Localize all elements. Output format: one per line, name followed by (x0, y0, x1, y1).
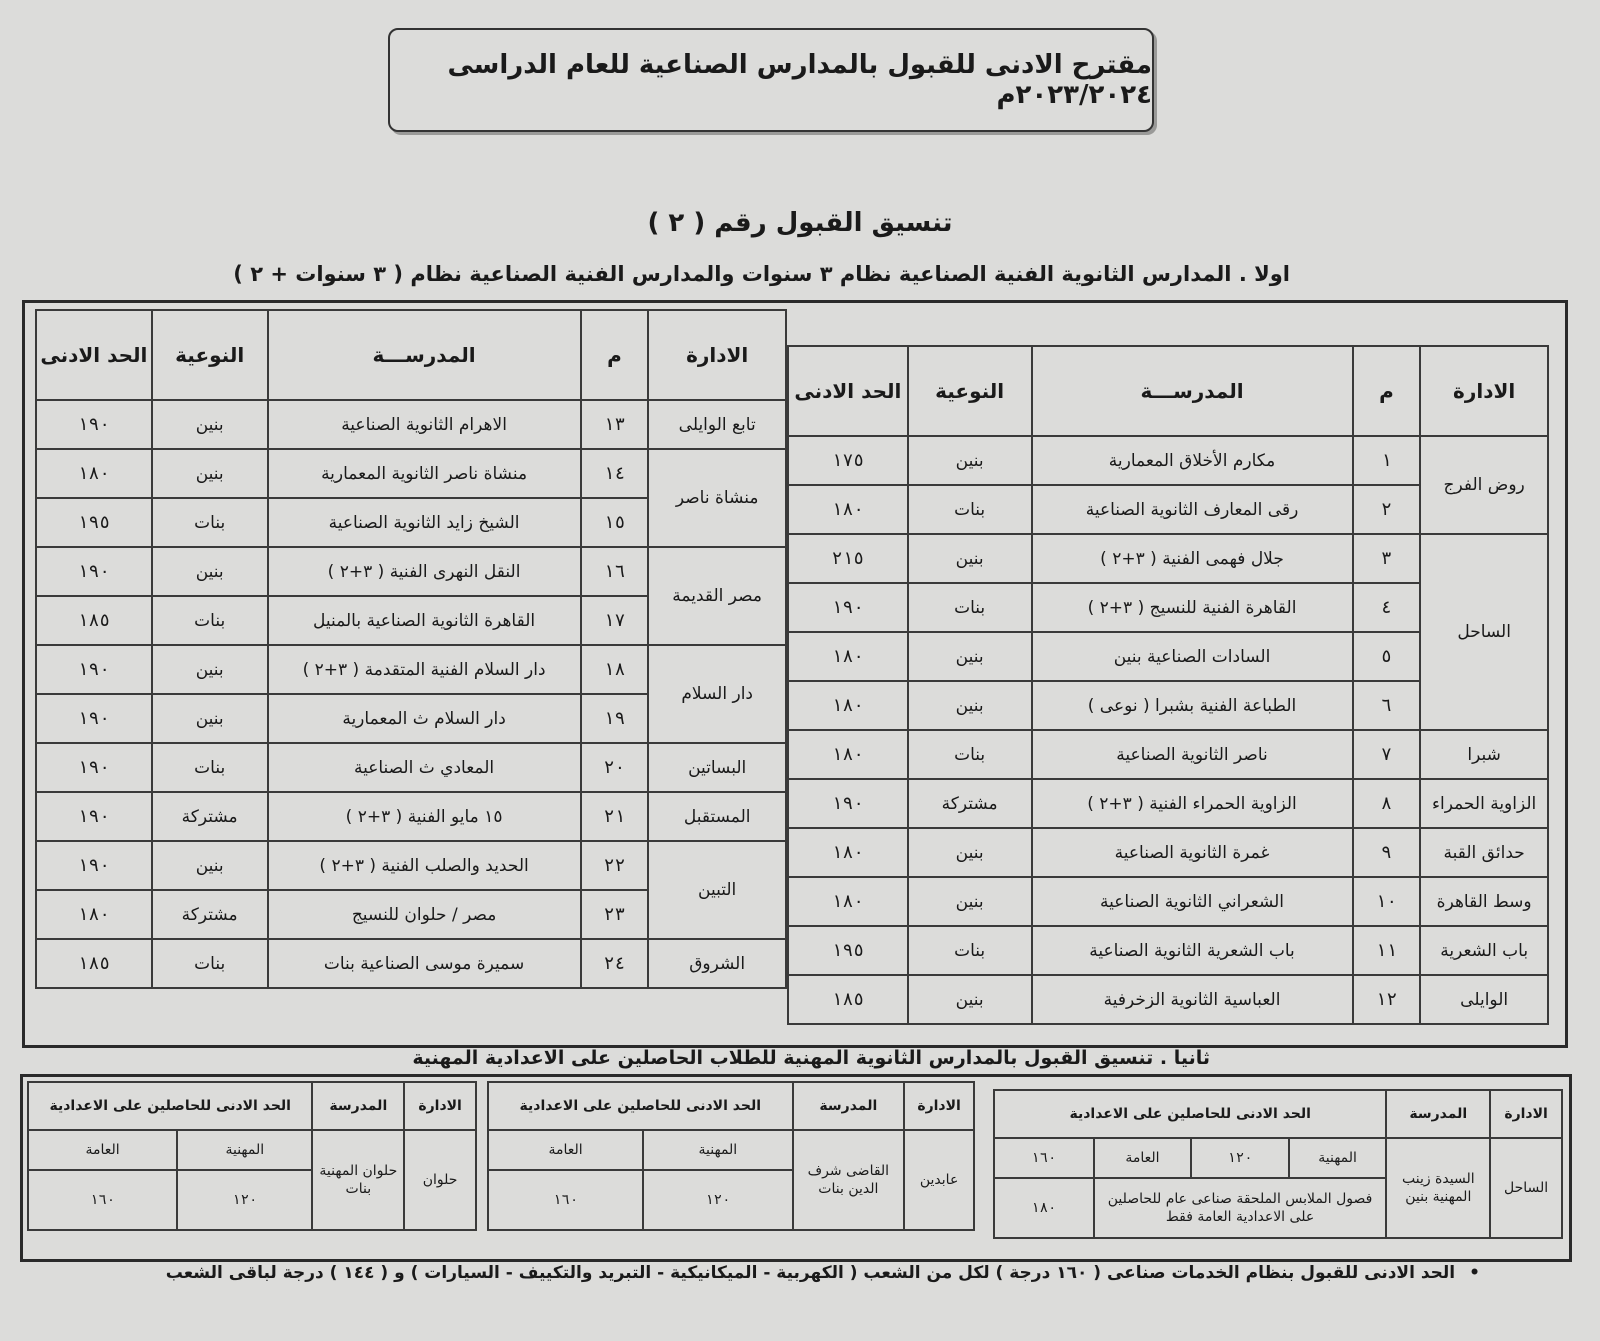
school-cell: ناصر الثانوية الصناعية (1032, 730, 1353, 779)
type-cell: بنات (908, 926, 1032, 975)
vocational-min-general: ١٦٠ (994, 1138, 1094, 1178)
admin-cell: شبرا (1420, 730, 1548, 779)
vocational-note: فصول الملابس الملحقة صناعى عام للحاصلين على الاعدادية العامة فقط (1094, 1178, 1387, 1238)
admin-cell: مصر القديمة (648, 547, 786, 645)
type-cell: بنات (152, 939, 268, 988)
school-cell: دار السلام الفنية المتقدمة ( ٣+٢ ) (268, 645, 581, 694)
min-cell: ٢١٥ (788, 534, 908, 583)
min-cell: ١٩٠ (36, 547, 152, 596)
num-cell: ١٦ (581, 547, 649, 596)
vocational-block-2 (487, 1081, 975, 1231)
min-cell: ١٨٥ (788, 975, 908, 1024)
admin-cell: الوايلى (1420, 975, 1548, 1024)
min-cell: ١٨٠ (788, 681, 908, 730)
min-cell: ١٩٥ (36, 498, 152, 547)
header-school: المدرســـة (1032, 346, 1353, 436)
admin-cell: الزاوية الحمراء (1420, 779, 1548, 828)
vocational-header-min: الحد الادنى للحاصلين على الاعدادية (488, 1082, 793, 1130)
admin-cell: التبين (648, 841, 786, 939)
min-cell: ١٨٠ (788, 828, 908, 877)
type-cell: بنات (152, 498, 268, 547)
vocational-table-frame (20, 1074, 1572, 1262)
table-row (788, 534, 1548, 583)
header-admin: الادارة (1420, 346, 1548, 436)
num-cell: ١٤ (581, 449, 649, 498)
min-cell: ١٧٥ (788, 436, 908, 485)
vocational-subheader-general: العامة (1094, 1138, 1192, 1178)
table-row (36, 939, 786, 988)
school-cell: غمرة الثانوية الصناعية (1032, 828, 1353, 877)
footnote: • الحد الادنى للقبول بنظام الخدمات صناعى ( ١٦٠ درجة ) لكل من الشعب ( الكهربية - الميكانيكية - التبريد والتكييف - السيارات ) و ( ١٤٤ ) درجة لباقى الشعب (166, 1263, 1480, 1283)
school-cell: القاهرة الثانوية الصناعية بالمنيل (268, 596, 581, 645)
table-row (36, 547, 786, 596)
table-row (788, 828, 1548, 877)
school-cell: مصر / حلوان للنسيج (268, 890, 581, 939)
min-cell: ١٩٠ (36, 645, 152, 694)
min-cell: ١٨٥ (36, 939, 152, 988)
admin-cell: روض الفرج (1420, 436, 1548, 534)
admin-cell: حدائق القبة (1420, 828, 1548, 877)
school-cell: السادات الصناعية بنين (1032, 632, 1353, 681)
school-cell: الزاوية الحمراء الفنية ( ٣+٢ ) (1032, 779, 1353, 828)
num-cell: ١٧ (581, 596, 649, 645)
school-cell: المعادي ث الصناعية (268, 743, 581, 792)
school-cell: جلال فهمى الفنية ( ٣+٢ ) (1032, 534, 1353, 583)
vocational-admin: الساحل (1490, 1138, 1562, 1238)
school-cell: سميرة موسى الصناعية بنات (268, 939, 581, 988)
vocational-header-admin: الادارة (1490, 1090, 1562, 1138)
num-cell: ٨ (1353, 779, 1421, 828)
min-cell: ١٩٠ (36, 694, 152, 743)
min-cell: ١٨٠ (788, 877, 908, 926)
type-cell: بنين (908, 436, 1032, 485)
num-cell: ٦ (1353, 681, 1421, 730)
admin-cell: البساتين (648, 743, 786, 792)
vocational-min-vocational: ١٢٠ (643, 1170, 792, 1230)
min-cell: ١٨٠ (788, 632, 908, 681)
min-cell: ١٩٠ (36, 841, 152, 890)
num-cell: ١٥ (581, 498, 649, 547)
min-cell: ١٩٠ (788, 583, 908, 632)
vocational-block-1 (993, 1089, 1563, 1239)
school-cell: الطباعة الفنية بشبرا ( نوعى ) (1032, 681, 1353, 730)
header-min: الحد الادنى (788, 346, 908, 436)
admin-cell: منشاة ناصر (648, 449, 786, 547)
type-cell: بنين (152, 841, 268, 890)
school-cell: النقل النهرى الفنية ( ٣+٢ ) (268, 547, 581, 596)
header-type: النوعية (908, 346, 1032, 436)
admin-cell: باب الشعرية (1420, 926, 1548, 975)
num-cell: ٣ (1353, 534, 1421, 583)
vocational-header-admin: الادارة (404, 1082, 476, 1130)
vocational-block-3 (27, 1081, 477, 1231)
school-cell: دار السلام ث المعمارية (268, 694, 581, 743)
vocational-header-school: المدرسة (312, 1082, 404, 1130)
num-cell: ٧ (1353, 730, 1421, 779)
num-cell: ٤ (1353, 583, 1421, 632)
vocational-header-school: المدرسة (1386, 1090, 1490, 1138)
schools-table-right (787, 345, 1549, 1025)
school-cell: الشعراني الثانوية الصناعية (1032, 877, 1353, 926)
type-cell: بنين (908, 975, 1032, 1024)
schools-table-left (35, 309, 787, 989)
min-cell: ١٩٠ (36, 743, 152, 792)
type-cell: بنين (908, 877, 1032, 926)
min-cell: ١٩٠ (36, 400, 152, 449)
num-cell: ٢٠ (581, 743, 649, 792)
vocational-admin: عابدين (904, 1130, 974, 1230)
num-cell: ٢٤ (581, 939, 649, 988)
vocational-subheader-vocational: المهنية (1289, 1138, 1387, 1178)
type-cell: بنات (152, 743, 268, 792)
vocational-subheader-general: العامة (488, 1130, 643, 1170)
type-cell: بنين (908, 681, 1032, 730)
admin-cell: تابع الوايلى (648, 400, 786, 449)
school-cell: رقى المعارف الثانوية الصناعية (1032, 485, 1353, 534)
type-cell: بنين (152, 400, 268, 449)
vocational-header-min: الحد الادنى للحاصلين على الاعدادية (28, 1082, 312, 1130)
min-cell: ١٨٠ (36, 890, 152, 939)
type-cell: بنين (908, 534, 1032, 583)
num-cell: ١ (1353, 436, 1421, 485)
type-cell: بنات (908, 583, 1032, 632)
table-row (36, 449, 786, 498)
header-min: الحد الادنى (36, 310, 152, 400)
type-cell: بنين (908, 632, 1032, 681)
school-cell: الحديد والصلب الفنية ( ٣+٢ ) (268, 841, 581, 890)
header-num: م (581, 310, 649, 400)
num-cell: ١١ (1353, 926, 1421, 975)
vocational-subheader-vocational: المهنية (643, 1130, 792, 1170)
vocational-min-general: ١٦٠ (488, 1170, 643, 1230)
school-cell: العباسية الثانوية الزخرفية (1032, 975, 1353, 1024)
vocational-subheader-general: العامة (28, 1130, 177, 1170)
min-cell: ١٨٥ (36, 596, 152, 645)
vocational-min-vocational: ١٢٠ (177, 1170, 312, 1230)
type-cell: مشتركة (152, 792, 268, 841)
schools-table-right-body (788, 436, 1548, 1024)
vocational-admin: حلوان (404, 1130, 476, 1230)
vocational-subheader-vocational: المهنية (177, 1130, 312, 1170)
vocational-school: السيدة زينب المهنية بنين (1386, 1138, 1490, 1238)
table-row (36, 792, 786, 841)
type-cell: بنين (152, 449, 268, 498)
num-cell: ٢ (1353, 485, 1421, 534)
type-cell: بنين (152, 645, 268, 694)
min-cell: ١٩٥ (788, 926, 908, 975)
admin-cell: الساحل (1420, 534, 1548, 730)
vocational-header-school: المدرسة (793, 1082, 905, 1130)
vocational-note-min: ١٨٠ (994, 1178, 1094, 1238)
admin-cell: المستقبل (648, 792, 786, 841)
min-cell: ١٩٠ (36, 792, 152, 841)
coordination-heading: تنسيق القبول رقم ( ٢ ) (647, 208, 953, 238)
vocational-school: القاضى شرف الدين بنات (793, 1130, 905, 1230)
admin-cell: وسط القاهرة (1420, 877, 1548, 926)
type-cell: بنات (908, 730, 1032, 779)
table-row (788, 730, 1548, 779)
type-cell: مشتركة (908, 779, 1032, 828)
vocational-header-admin: الادارة (904, 1082, 974, 1130)
header-school: المدرســـة (268, 310, 581, 400)
page-title: مقترح الادنى للقبول بالمدارس الصناعية للعام الدراسى ٢٠٢٣/٢٠٢٤م (388, 28, 1154, 132)
table-row (36, 743, 786, 792)
vocational-school: حلوان المهنية بنات (312, 1130, 404, 1230)
min-cell: ١٩٠ (788, 779, 908, 828)
num-cell: ٥ (1353, 632, 1421, 681)
table-row (788, 779, 1548, 828)
school-cell: مكارم الأخلاق المعمارية (1032, 436, 1353, 485)
type-cell: بنات (908, 485, 1032, 534)
table-row (788, 877, 1548, 926)
schools-table-frame (22, 300, 1568, 1048)
table-row (788, 436, 1548, 485)
vocational-header-min: الحد الادنى للحاصلين على الاعدادية (994, 1090, 1386, 1138)
school-cell: الاهرام الثانوية الصناعية (268, 400, 581, 449)
table-row (36, 841, 786, 890)
min-cell: ١٨٠ (36, 449, 152, 498)
section-first-heading: اولا . المدارس الثانوية الفنية الصناعية نظام ٣ سنوات والمدارس الفنية الصناعية نظام ( ٣ سنوات + ٢ ) (233, 262, 1290, 286)
school-cell: الشيخ زايد الثانوية الصناعية (268, 498, 581, 547)
school-cell: ١٥ مايو الفنية ( ٣+٢ ) (268, 792, 581, 841)
header-num: م (1353, 346, 1421, 436)
table-row (36, 400, 786, 449)
num-cell: ١٣ (581, 400, 649, 449)
num-cell: ١٠ (1353, 877, 1421, 926)
type-cell: مشتركة (152, 890, 268, 939)
admin-cell: دار السلام (648, 645, 786, 743)
num-cell: ١٨ (581, 645, 649, 694)
type-cell: بنات (152, 596, 268, 645)
section-second-heading: ثانيا . تنسيق القبول بالمدارس الثانوية المهنية للطلاب الحاصلين على الاعدادية المهنية (412, 1047, 1210, 1069)
vocational-min-vocational: ١٢٠ (1191, 1138, 1289, 1178)
min-cell: ١٨٠ (788, 485, 908, 534)
table-row (788, 926, 1548, 975)
type-cell: بنين (152, 694, 268, 743)
school-cell: منشاة ناصر الثانوية المعمارية (268, 449, 581, 498)
table-row (788, 975, 1548, 1024)
schools-table-left-body (36, 400, 786, 988)
num-cell: ٢٣ (581, 890, 649, 939)
admin-cell: الشروق (648, 939, 786, 988)
school-cell: باب الشعرية الثانوية الصناعية (1032, 926, 1353, 975)
header-admin: الادارة (648, 310, 786, 400)
num-cell: ٩ (1353, 828, 1421, 877)
min-cell: ١٨٠ (788, 730, 908, 779)
vocational-min-general: ١٦٠ (28, 1170, 177, 1230)
table-row (36, 645, 786, 694)
type-cell: بنين (908, 828, 1032, 877)
type-cell: بنين (152, 547, 268, 596)
school-cell: القاهرة الفنية للنسيج ( ٣+٢ ) (1032, 583, 1353, 632)
num-cell: ١٢ (1353, 975, 1421, 1024)
header-type: النوعية (152, 310, 268, 400)
num-cell: ٢٢ (581, 841, 649, 890)
num-cell: ١٩ (581, 694, 649, 743)
num-cell: ٢١ (581, 792, 649, 841)
